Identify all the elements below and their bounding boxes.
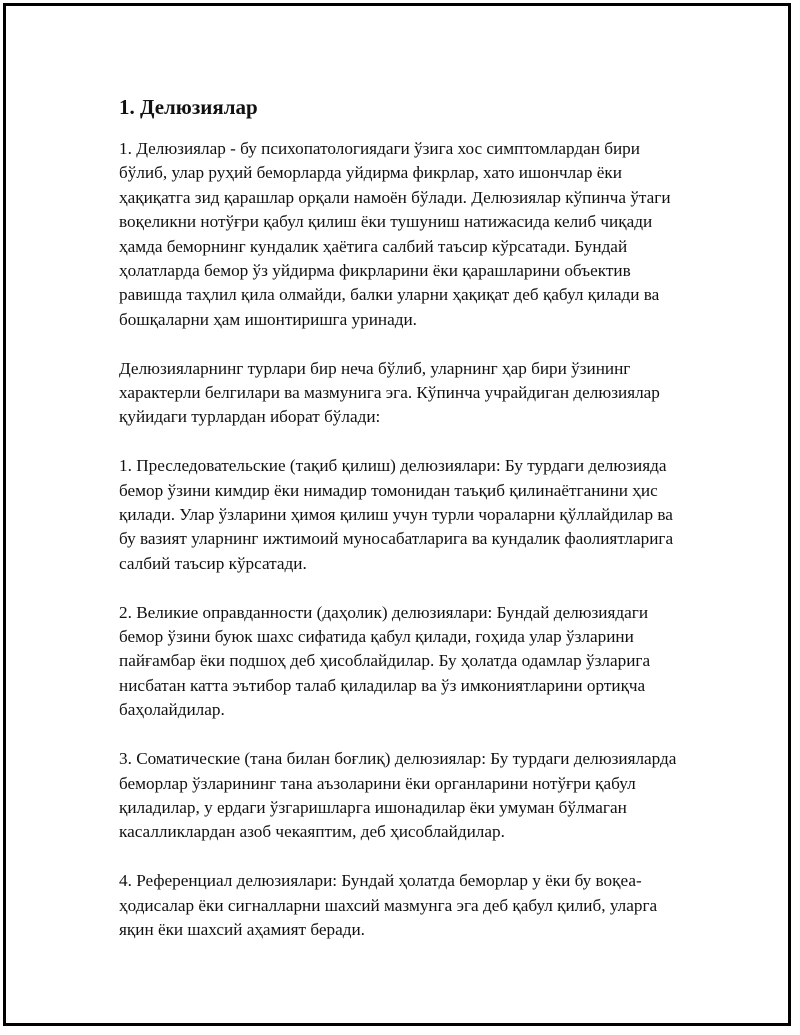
- paragraph-referential: 4. Референциал делюзиялари: Бундай ҳолатда беморлар у ёки бу воқеа-ҳодисалар ёки сигналларни шахсий мазмунга эга деб қабул қилиб, уларга яқин ёки шахсий аҳамият беради.: [119, 871, 658, 939]
- paragraph-types-overview: Делюзияларнинг турлари бир неча бўлиб, уларнинг ҳар бири ўзининг характерли белгилари ва мазмунига эга. Кўпинча учрайдиган делюзиялар қуйидаги турлардан иборат бўлади:: [119, 358, 660, 427]
- paragraph-persecutory: 1. Преследовательские (тақиб қилиш) делюзиялари: Бу турдаги делюзияда бемор ўзини кимдир ёки нимадир томонидан таъқиб қилинаётганини ҳис қилади. Улар ўзларини ҳимоя қилиш учун турли чораларни қўллайдилар ва бу вазият уларнинг ижтимоий муносабатларига ва кундалик фаолиятларига салбий таъсир кўрсатади.: [119, 456, 674, 573]
- paragraph-somatic: 3. Соматические (тана билан боғлиқ) делюзиялар: Бу турдаги делюзияларда беморлар ўзларининг тана аъзоларини ёки органларини нотўғри қабул қиладилар, у ердаги ўзгаришларга ишонадилар ёки умуман бўлмаган касалликлардан азоб чекаяптим, деб ҳисоблайдилар.: [119, 749, 677, 842]
- paragraph-intro: 1. Делюзиялар - бу психопатологиядаги ўзига хос симптомлардан бири бўлиб, улар руҳий беморларда уйдирма фикрлар, хато ишончлар ёки ҳақиқатга зид қарашлар орқали намоён бўлади. Делюзиялар кўпинча ўтаги воқеликни нотўғри қабул қилиш ёки тушуниш натижасида келиб чиқади ҳамда беморнинг кундалик ҳаётига салбий таъсир кўрсатади. Бундай ҳолатларда бемор ўз уйдирма фикрларини ёки қарашларини объектив равишда таҳлил қила олмайди, балки уларни ҳақиқат деб қабул қилади ва бошқаларни ҳам ишонтиришга уринади.: [119, 139, 671, 329]
- document-body: [119, 93, 689, 967]
- document-title: 1. Делюзиялар: [119, 95, 258, 119]
- paragraph-grandiose: 2. Великие оправданности (даҳолик) делюзиялари: Бундай делюзиядаги бемор ўзини буюк шахс сифатида қабул қилади, гоҳида улар ўзларини пайғамбар ёки подшоҳ деб ҳисоблайдилар. Бу ҳолатда одамлар ўзларига нисбатан катта эътибор талаб қиладилар ва ўз имкониятларини ортиқча баҳолайдилар.: [119, 602, 651, 720]
